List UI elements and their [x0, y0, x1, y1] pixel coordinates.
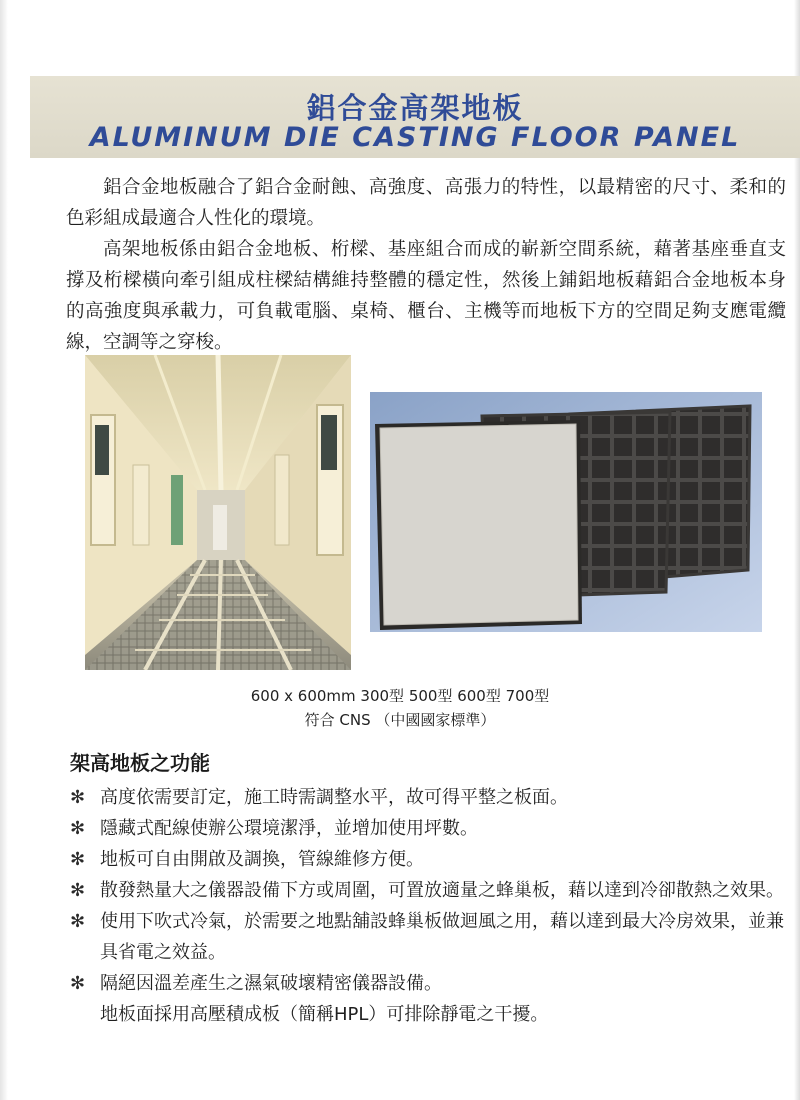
caption-standard: 符合 CNS （中國國家標準） [304, 711, 496, 729]
feature-item [66, 968, 786, 999]
feature-text: 隔絕因溫差產生之濕氣破壞精密儀器設備。 [100, 973, 442, 994]
asterisk-icon: ✻ [70, 849, 86, 870]
feature-note: 地板面採用高壓積成板（簡稱HPL）可排除靜電之干擾。 [100, 1004, 549, 1025]
intro-paragraph-1: 鋁合金地板融合了鋁合金耐蝕、高強度、高張力的特性，以最精密的尺寸、柔和的色彩組成最適合人性化的環境。 [66, 177, 786, 229]
feature-text: 高度依需要訂定，施工時需調整水平，故可得平整之板面。 [100, 787, 568, 808]
page-title-en: ALUMINUM DIE CASTING FLOOR PANEL [89, 122, 741, 153]
features-heading: 架高地板之功能 [70, 751, 210, 775]
asterisk-icon: ✻ [70, 818, 86, 839]
feature-text: 散發熱量大之儀器設備下方或周圍，可置放適量之蜂巢板，藉以達到冷卻散熱之效果。 [100, 880, 784, 901]
asterisk-icon: ✻ [70, 880, 86, 901]
intro-text [66, 172, 786, 358]
title-banner [30, 76, 800, 158]
asterisk-icon: ✻ [70, 973, 86, 994]
asterisk-icon: ✻ [70, 911, 86, 932]
feature-list [66, 782, 786, 1030]
feature-text: 隱藏式配線使辦公環境潔淨，並增加使用坪數。 [100, 818, 478, 839]
feature-text: 地板可自由開啟及調換，管線維修方便。 [100, 849, 424, 870]
feature-item [66, 906, 786, 968]
feature-text: 使用下吹式冷氣，於需要之地點舖設蜂巢板做迴風之用，藉以達到最大冷房效果，並兼具省電之效益。 [100, 911, 784, 963]
intro-paragraph-2: 高架地板係由鋁合金地板、桁樑、基座組合而成的嶄新空間系統，藉著基座垂直支撐及桁樑橫向牽引組成柱樑結構維持整體的穩定性，然後上鋪鋁地板藉鋁合金地板本身的高強度與承載力，可負載電腦、桌椅、櫃台、主機等而地板下方的空間足夠支應電纜線，空調等之穿梭。 [66, 239, 786, 353]
caption-sizes: 600 x 600mm 300型 500型 600型 700型 [250, 687, 550, 705]
feature-item [66, 875, 786, 906]
feature-item [66, 782, 786, 813]
asterisk-icon: ✻ [70, 787, 86, 808]
page-edge-left [0, 0, 8, 1100]
product-caption [0, 684, 800, 732]
feature-item [66, 813, 786, 844]
page-title-zh: 鋁合金高架地板 [306, 91, 524, 125]
cleanroom-corridor-photo [85, 355, 351, 670]
page-edge-right [794, 0, 800, 1100]
feature-item [66, 844, 786, 875]
floor-panel-photo [370, 392, 762, 632]
